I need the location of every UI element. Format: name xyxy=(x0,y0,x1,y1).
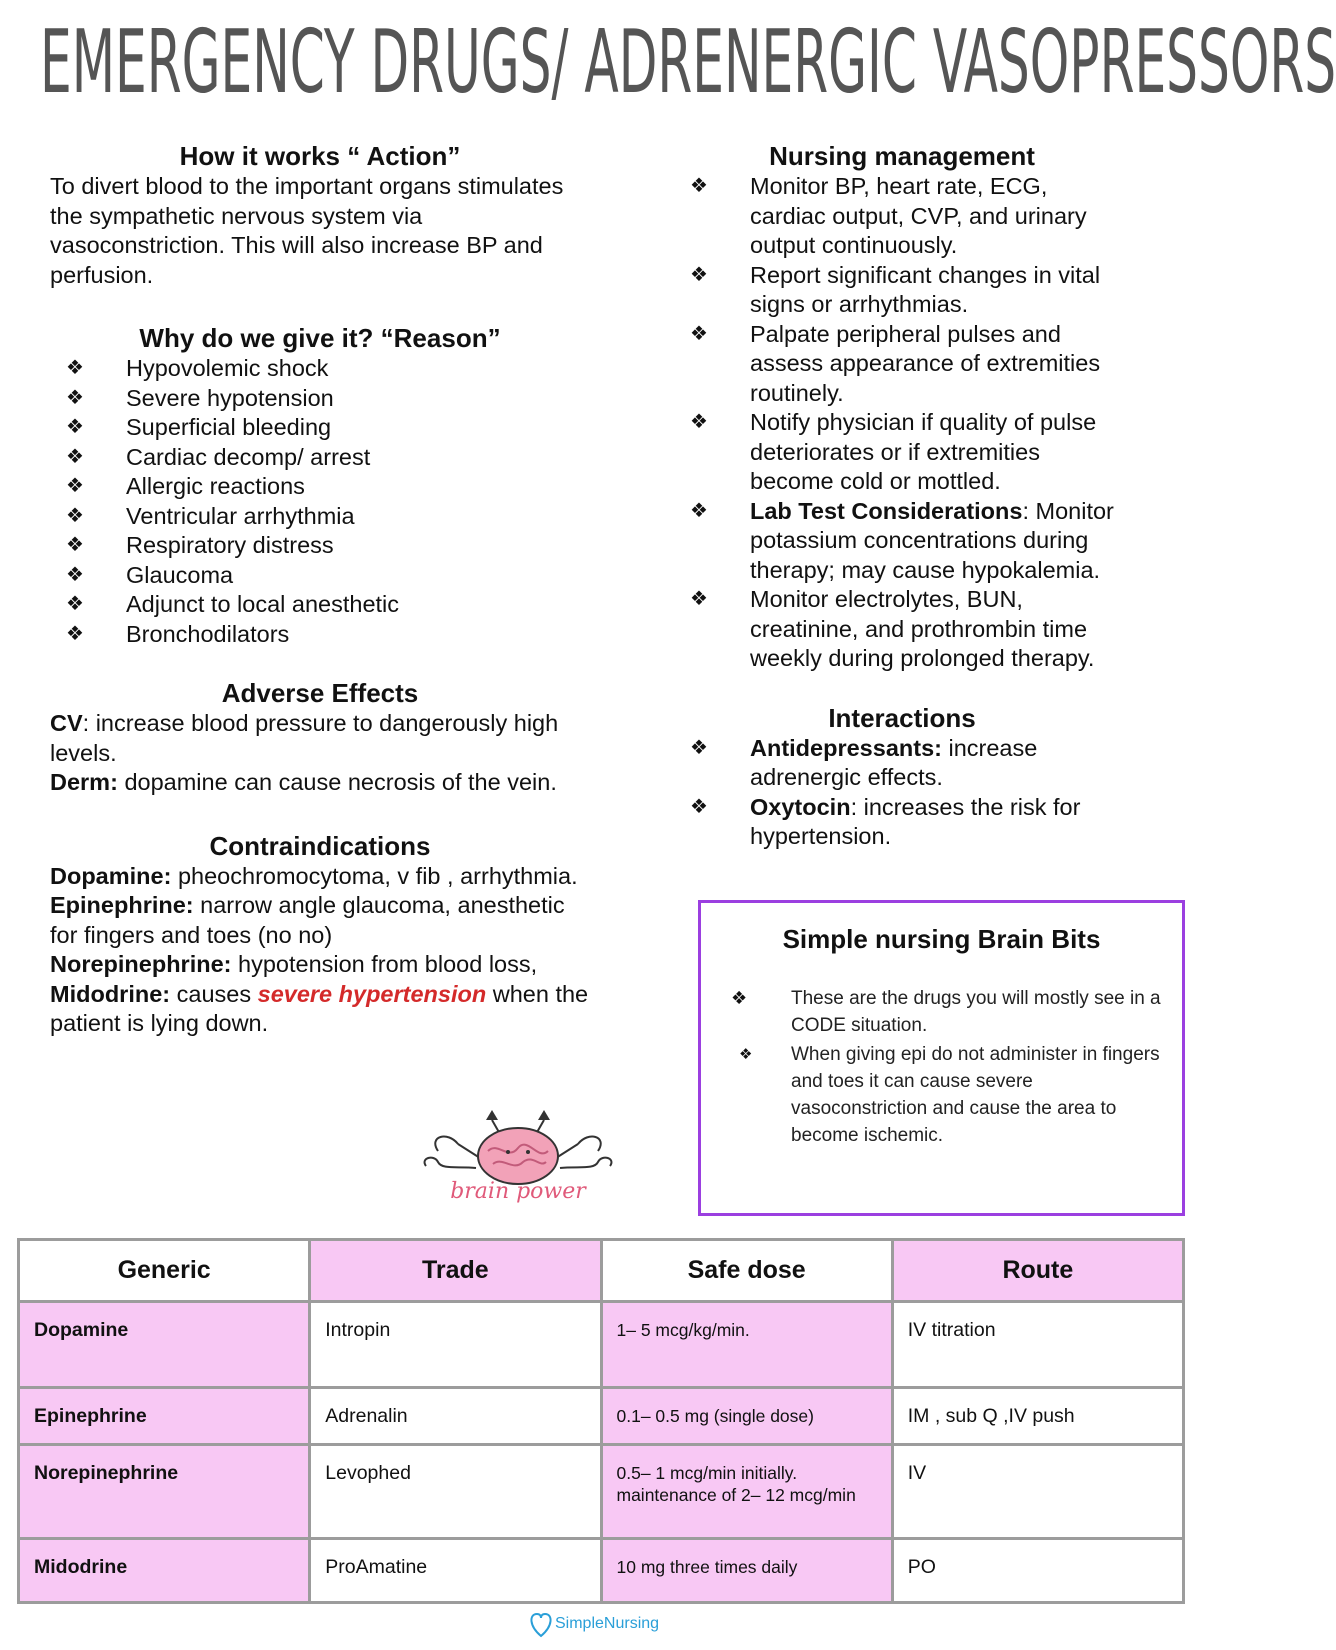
brain-bit-text: These are the drugs you will mostly see in a CODE situation. xyxy=(791,988,1161,1036)
cell-trade: Intropin xyxy=(310,1302,601,1388)
interactions-heading: Interactions xyxy=(828,702,976,733)
cell-route: IV xyxy=(892,1445,1183,1539)
list-item xyxy=(731,985,1162,1039)
oxytocin-label: Oxytocin xyxy=(750,793,851,820)
brain-bits-list xyxy=(701,985,1182,1149)
midodrine-highlight: severe hypertension xyxy=(257,980,487,1007)
antidepressants-text: increase adrenergic effects. xyxy=(750,734,1038,790)
drug-table xyxy=(17,1238,1185,1604)
nursing-item: Report significant changes in vital signs or arrhythmias. xyxy=(750,261,1101,317)
cell-generic: Norepinephrine xyxy=(19,1445,310,1539)
header-trade: Trade xyxy=(310,1240,601,1302)
cv-text: : increase blood pressure to dangerously high levels. xyxy=(50,710,559,766)
cell-trade: ProAmatine xyxy=(310,1539,601,1603)
cell-route: PO xyxy=(892,1539,1183,1603)
reason-item: Glaucoma xyxy=(126,561,234,588)
table-row xyxy=(19,1302,1184,1388)
cell-generic: Midodrine xyxy=(19,1539,310,1603)
adverse-heading: Adverse Effects xyxy=(221,678,419,708)
bullet-icon: ❖ xyxy=(739,1046,753,1063)
reason-item: Adjunct to local anesthetic xyxy=(126,591,400,617)
action-heading: How it works “ Action” xyxy=(179,141,461,171)
midodrine-text: causes xyxy=(170,980,258,1007)
list-item xyxy=(682,793,1122,852)
footer-logo-text: SimpleNursing xyxy=(555,1615,660,1632)
cell-route: IM , sub Q ,IV push xyxy=(892,1388,1183,1445)
reason-item: Superficial bleeding xyxy=(126,414,332,440)
nursing-item: Notify physician if quality of pulse deteriorates or if extremities become cold or mottled. xyxy=(750,409,1097,494)
cell-safe-dose: 10 mg three times daily xyxy=(601,1539,892,1603)
header-generic: Generic xyxy=(19,1240,310,1302)
epinephrine-text: narrow angle glaucoma, anesthetic for fingers and toes (no no) xyxy=(50,892,565,948)
nursing-heading: Nursing management xyxy=(769,141,1035,171)
cv-label: CV xyxy=(50,710,83,736)
list-item xyxy=(739,1041,1162,1149)
list-item xyxy=(682,172,1122,261)
bullet-icon: ❖ xyxy=(690,499,708,522)
reason-item: Cardiac decomp/ arrest xyxy=(126,443,371,470)
list-item xyxy=(682,734,1122,793)
list-item xyxy=(682,585,1122,674)
reason-item: Hypovolemic shock xyxy=(126,355,329,381)
list-item xyxy=(682,408,1122,497)
header-route: Route xyxy=(892,1240,1183,1302)
bullet-icon: ❖ xyxy=(66,445,84,468)
dopamine-label: Dopamine: xyxy=(50,862,172,889)
list-item xyxy=(50,502,590,532)
derm-label: Derm: xyxy=(50,769,118,795)
cell-safe-dose: 1– 5 mcg/kg/min. xyxy=(601,1302,892,1388)
bullet-icon: ❖ xyxy=(66,563,84,586)
table-row xyxy=(19,1388,1184,1445)
cell-trade: Levophed xyxy=(310,1445,601,1539)
page-title: EMERGENCY DRUGS/ ADRENERGIC VASOPRESSORS xyxy=(40,12,1336,114)
cell-safe-dose: 0.1– 0.5 mg (single dose) xyxy=(601,1388,892,1445)
reason-item: Respiratory distress xyxy=(126,532,334,558)
left-column xyxy=(50,140,590,1039)
reason-item: Bronchodilators xyxy=(126,620,290,647)
list-item xyxy=(50,590,590,620)
bullet-icon: ❖ xyxy=(66,593,84,615)
heart-icon xyxy=(531,1614,550,1636)
bullet-icon: ❖ xyxy=(690,588,708,610)
bullet-icon: ❖ xyxy=(66,504,84,527)
table-row xyxy=(19,1539,1184,1603)
bullet-icon: ❖ xyxy=(690,411,708,433)
bullet-icon: ❖ xyxy=(66,475,84,497)
oxytocin-text: : increases the risk for hypertension. xyxy=(750,793,1081,849)
cell-generic: Dopamine xyxy=(19,1302,310,1388)
contra-dopamine xyxy=(50,862,590,892)
brain-bit-text: When giving epi do not administer in fingers and toes it can cause severe vasoconstriction and cause the area to become ischemic. xyxy=(791,1044,1160,1146)
list-item xyxy=(50,354,590,384)
bullet-icon: ❖ xyxy=(690,795,708,818)
lab-test-label: Lab Test Considerations xyxy=(750,497,1023,524)
epinephrine-label: Epinephrine: xyxy=(50,892,194,918)
contra-heading: Contraindications xyxy=(209,830,431,861)
reason-item: Ventricular arrhythmia xyxy=(126,502,355,529)
midodrine-text-end: when the patient is lying down. xyxy=(50,980,589,1036)
bullet-icon: ❖ xyxy=(66,357,84,379)
bullet-icon: ❖ xyxy=(731,988,748,1008)
reason-list xyxy=(50,354,590,649)
cell-trade: Adrenalin xyxy=(310,1388,601,1445)
brain-bits-box xyxy=(698,900,1185,1216)
nursing-list xyxy=(682,172,1122,674)
interactions-list xyxy=(682,734,1122,852)
brain-logo-text: brain power xyxy=(450,1179,586,1204)
contra-epinephrine xyxy=(50,891,590,950)
contra-norepinephrine xyxy=(50,950,590,980)
brain-power-logo xyxy=(418,1106,618,1202)
nursing-item: : Monitor potassium concentrations during therapy; may cause hypokalemia. xyxy=(750,497,1114,583)
bullet-icon: ❖ xyxy=(690,263,708,286)
derm-text: dopamine can cause necrosis of the vein. xyxy=(117,769,557,795)
cell-generic: Epinephrine xyxy=(19,1388,310,1445)
list-item xyxy=(50,443,590,473)
dopamine-text: pheochromocytoma, v fib , arrhythmia. xyxy=(171,862,578,889)
midodrine-label: Midodrine: xyxy=(50,980,171,1007)
norepinephrine-text: hypotension from blood loss, xyxy=(231,951,538,977)
simplenursing-logo xyxy=(527,1606,677,1642)
list-item xyxy=(50,531,590,561)
list-item xyxy=(50,413,590,443)
bullet-icon: ❖ xyxy=(66,534,84,556)
antidepressants-label: Antidepressants: xyxy=(750,734,942,761)
nursing-item: Monitor electrolytes, BUN, creatinine, and prothrombin time weekly during prolonged therapy. xyxy=(750,586,1095,671)
cell-safe-dose: 0.5– 1 mcg/min initially. maintenance of 2– 12 mcg/min xyxy=(601,1445,892,1539)
adverse-derm xyxy=(50,768,590,798)
cell-route: IV titration xyxy=(892,1302,1183,1388)
bullet-icon: ❖ xyxy=(690,175,708,197)
bullet-icon: ❖ xyxy=(66,386,84,409)
contra-midodrine xyxy=(50,980,590,1039)
header-safe-dose: Safe dose xyxy=(601,1240,892,1302)
bullet-icon: ❖ xyxy=(690,736,708,759)
adverse-cv xyxy=(50,709,590,768)
reason-item: Allergic reactions xyxy=(126,473,305,499)
nursing-item: Monitor BP, heart rate, ECG, cardiac output, CVP, and urinary output continuously. xyxy=(750,173,1087,258)
reason-item: Severe hypotension xyxy=(126,384,334,411)
right-column xyxy=(682,140,1122,852)
bullet-icon: ❖ xyxy=(690,322,708,345)
bullet-icon: ❖ xyxy=(66,416,84,438)
list-item xyxy=(50,561,590,591)
list-item xyxy=(50,384,590,414)
bullet-icon: ❖ xyxy=(66,622,84,645)
nursing-item: Palpate peripheral pulses and assess appearance of extremities routinely. xyxy=(750,320,1101,406)
list-item xyxy=(682,261,1122,320)
list-item xyxy=(50,620,590,650)
brain-bits-heading: Simple nursing Brain Bits xyxy=(782,924,1101,954)
reason-heading: Why do we give it? “Reason” xyxy=(139,323,501,353)
list-item xyxy=(682,497,1122,586)
norepinephrine-label: Norepinephrine: xyxy=(50,951,232,977)
list-item xyxy=(682,320,1122,409)
table-header-row xyxy=(19,1240,1184,1302)
table-row xyxy=(19,1445,1184,1539)
action-text: To divert blood to the important organs stimulates the sympathetic nervous system via vasoconstriction. This will also increase BP and perfusion. xyxy=(50,173,564,288)
list-item xyxy=(50,472,590,502)
